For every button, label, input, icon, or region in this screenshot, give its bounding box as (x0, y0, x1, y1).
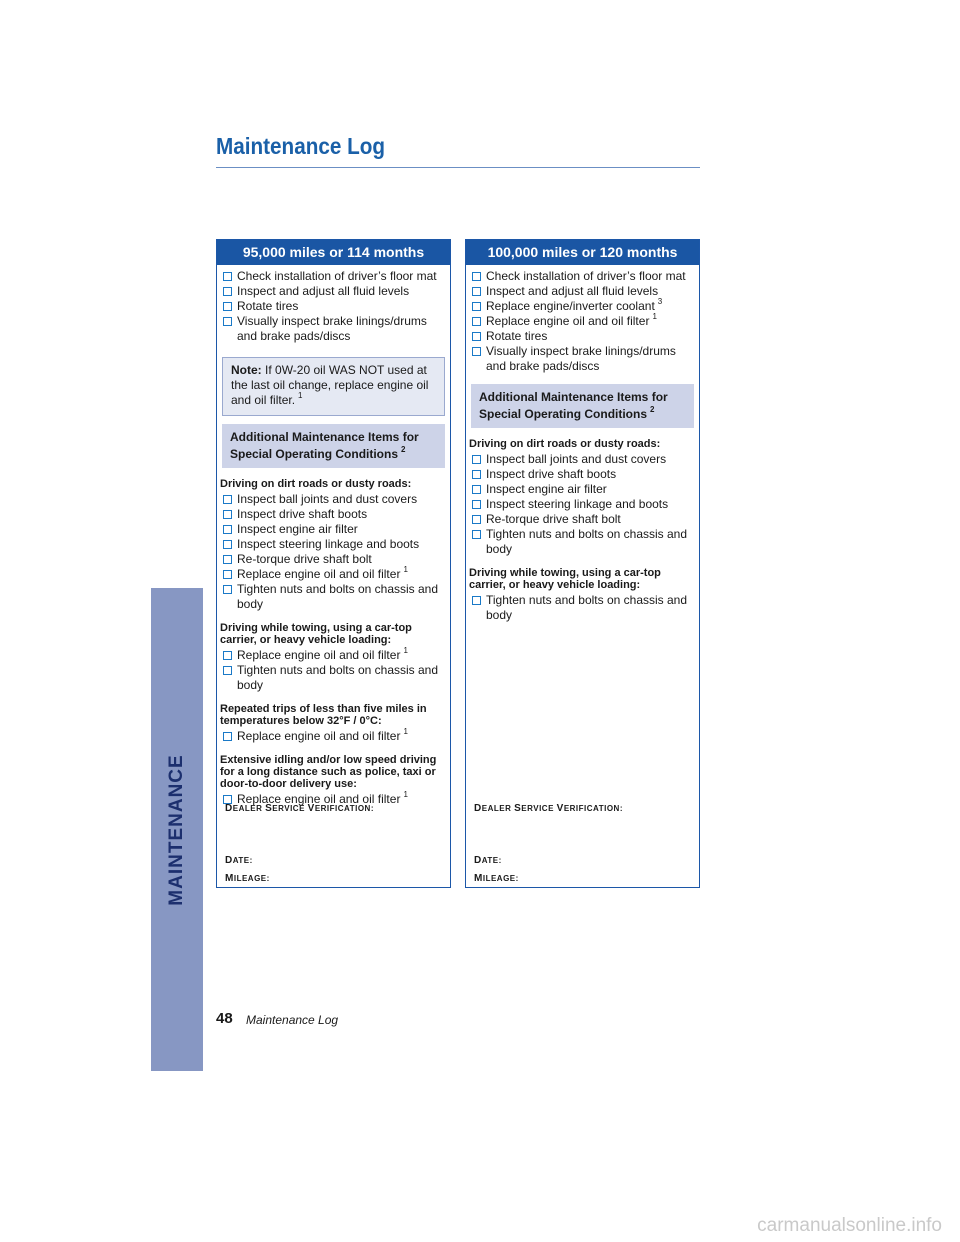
condition-heading: Driving on dirt roads or dusty roads: (469, 438, 661, 450)
checklist-item (469, 299, 699, 314)
checklist-item (469, 329, 699, 344)
additional-footnote: 2 (401, 445, 406, 454)
checklist-item (469, 344, 699, 374)
mileage-label: MILEAGE: (225, 873, 270, 884)
checklist-item-text: Tighten nuts and bolts on chassis and body (237, 582, 439, 611)
checklist-item (469, 497, 699, 512)
checklist-item (469, 593, 699, 623)
checklist-item-text: Visually inspect brake linings/drums and brake pads/discs (486, 344, 676, 373)
checklist-item-text: Re-torque drive shaft bolt (486, 512, 621, 526)
checklist-item-text: Inspect steering linkage and boots (237, 537, 420, 551)
date-label: DATE: (474, 855, 502, 866)
checkbox[interactable] (472, 287, 481, 296)
checklist-item-text: Rotate tires (237, 299, 299, 313)
checklist-item (220, 507, 450, 522)
checklist-item (220, 552, 450, 567)
interval-box-100000 (465, 239, 700, 888)
checkbox[interactable] (472, 332, 481, 341)
checklist-item-text: Inspect steering linkage and boots (486, 497, 669, 511)
checklist-item (220, 314, 450, 344)
checkbox[interactable] (472, 455, 481, 464)
checkbox[interactable] (472, 272, 481, 281)
checkbox[interactable] (223, 732, 232, 741)
oil-note (222, 357, 445, 416)
checklist-item-text: Inspect ball joints and dust covers (237, 492, 418, 506)
footnote-marker: 1 (403, 727, 408, 736)
checklist-item (220, 522, 450, 537)
footnote-marker: 1 (403, 646, 408, 655)
checkbox[interactable] (472, 347, 481, 356)
dealer-verification-label: DEALER SERVICE VERIFICATION: (225, 803, 374, 814)
checklist-item (469, 512, 699, 527)
checklist-item (469, 284, 699, 299)
condition-sections (466, 438, 699, 623)
checklist-item (220, 537, 450, 552)
checklist-item-text: Check installation of driver’s floor mat (237, 269, 437, 283)
checklist-item-text: Replace engine oil and oil filter (237, 648, 401, 662)
footnote-marker: 3 (657, 297, 663, 306)
checklist-item-text: Inspect and adjust all fluid levels (237, 284, 410, 298)
condition-items (220, 648, 450, 693)
checklist-item-text: Rotate tires (486, 329, 548, 343)
title-divider (216, 167, 700, 168)
checklist-item-text: Inspect drive shaft boots (486, 467, 617, 481)
checklist-item (469, 467, 699, 482)
checklist-item-text: Visually inspect brake linings/drums and brake pads/discs (237, 314, 427, 343)
checklist-item-text: Inspect ball joints and dust covers (486, 452, 667, 466)
checkbox[interactable] (223, 272, 232, 281)
checklist (220, 269, 450, 344)
condition-heading: Driving while towing, using a car-top carrier, or heavy vehicle loading: (220, 622, 412, 646)
page-footer-label: Maintenance Log (246, 1013, 339, 1027)
condition-items (469, 452, 699, 557)
checkbox[interactable] (223, 510, 232, 519)
checkbox[interactable] (223, 525, 232, 534)
footnote-marker: 1 (652, 312, 657, 321)
checklist-item (220, 492, 450, 507)
checkbox[interactable] (472, 470, 481, 479)
checkbox[interactable] (223, 495, 232, 504)
checklist-item-text: Replace engine oil and oil filter (486, 314, 650, 328)
checklist-item (220, 299, 450, 314)
checklist-item (220, 567, 450, 582)
checklist-item (469, 314, 699, 329)
condition-heading: Driving while towing, using a car-top carrier, or heavy vehicle loading: (469, 567, 661, 591)
condition-items (469, 593, 699, 623)
checkbox[interactable] (223, 287, 232, 296)
page-title: Maintenance Log (216, 133, 386, 159)
checklist-item-text: Inspect drive shaft boots (237, 507, 368, 521)
date-label: DATE: (225, 855, 253, 866)
checkbox[interactable] (472, 530, 481, 539)
condition-heading: Extensive idling and/or low speed driving for a long distance such as police, taxi or door-to-door delivery use: (220, 754, 437, 790)
checkbox[interactable] (472, 485, 481, 494)
checklist-item (469, 452, 699, 467)
checklist-item-text: Re-torque drive shaft bolt (237, 552, 372, 566)
interval-header: 100,000 miles or 120 months (466, 240, 699, 265)
additional-title: Additional Maintenance Items for Special Operating Conditions (479, 390, 668, 421)
additional-footnote: 2 (650, 405, 655, 414)
checklist-item-text: Check installation of driver’s floor mat (486, 269, 686, 283)
checklist-item-text: Replace engine oil and oil filter (237, 567, 401, 581)
checklist-item-text: Tighten nuts and bolts on chassis and body (237, 663, 439, 692)
checkbox[interactable] (223, 651, 232, 660)
note-label: Note: (231, 363, 262, 377)
checklist-item (469, 269, 699, 284)
checkbox[interactable] (223, 585, 232, 594)
checklist-item-text: Tighten nuts and bolts on chassis and body (486, 593, 688, 622)
checklist-item (469, 527, 699, 557)
checklist-item (220, 269, 450, 284)
condition-items (220, 729, 450, 744)
additional-items-heading (471, 384, 694, 428)
checklist-item-text: Replace engine/inverter coolant (486, 299, 655, 313)
checkbox[interactable] (223, 666, 232, 675)
dealer-verification-label: DEALER SERVICE VERIFICATION: (474, 803, 623, 814)
checklist-item-text: Replace engine oil and oil filter (237, 729, 401, 743)
checkbox[interactable] (472, 596, 481, 605)
interval-box-95000 (216, 239, 451, 888)
checkbox[interactable] (223, 540, 232, 549)
watermark: carmanualsonline.info (757, 1215, 942, 1236)
checkbox[interactable] (223, 570, 232, 579)
footnote-marker: 1 (403, 565, 408, 574)
condition-items (220, 492, 450, 612)
footnote-marker: 1 (403, 790, 408, 799)
checklist-item (220, 729, 450, 744)
checklist-item (469, 482, 699, 497)
page-number: 48 (216, 1010, 233, 1027)
checklist-item-text: Replace engine oil and oil filter (237, 792, 401, 806)
checkbox[interactable] (223, 317, 232, 326)
additional-items-heading (222, 424, 445, 468)
checkbox[interactable] (472, 317, 481, 326)
note-footnote: 1 (298, 391, 303, 400)
checklist-item (220, 582, 450, 612)
checkbox[interactable] (223, 555, 232, 564)
condition-sections (217, 478, 450, 807)
checklist-item-text: Tighten nuts and bolts on chassis and body (486, 527, 688, 556)
checkbox[interactable] (472, 515, 481, 524)
checklist-item (220, 663, 450, 693)
checklist-item-text: Inspect engine air filter (237, 522, 358, 536)
checkbox[interactable] (472, 302, 481, 311)
checklist (469, 269, 699, 374)
checklist-item (220, 284, 450, 299)
checklist-item (220, 648, 450, 663)
side-tab-label: MAINTENANCE (166, 754, 187, 906)
mileage-label: MILEAGE: (474, 873, 519, 884)
checklist-item-text: Inspect engine air filter (486, 482, 607, 496)
condition-heading: Driving on dirt roads or dusty roads: (220, 478, 412, 490)
note-text: If 0W-20 oil WAS NOT used at the last oil change, replace engine oil and oil filter. (231, 363, 429, 407)
interval-header: 95,000 miles or 114 months (217, 240, 450, 265)
checkbox[interactable] (472, 500, 481, 509)
checklist-item-text: Inspect and adjust all fluid levels (486, 284, 659, 298)
condition-heading: Repeated trips of less than five miles in temperatures below 32°F / 0°C: (220, 703, 427, 727)
checkbox[interactable] (223, 302, 232, 311)
additional-title: Additional Maintenance Items for Special Operating Conditions (230, 430, 419, 461)
